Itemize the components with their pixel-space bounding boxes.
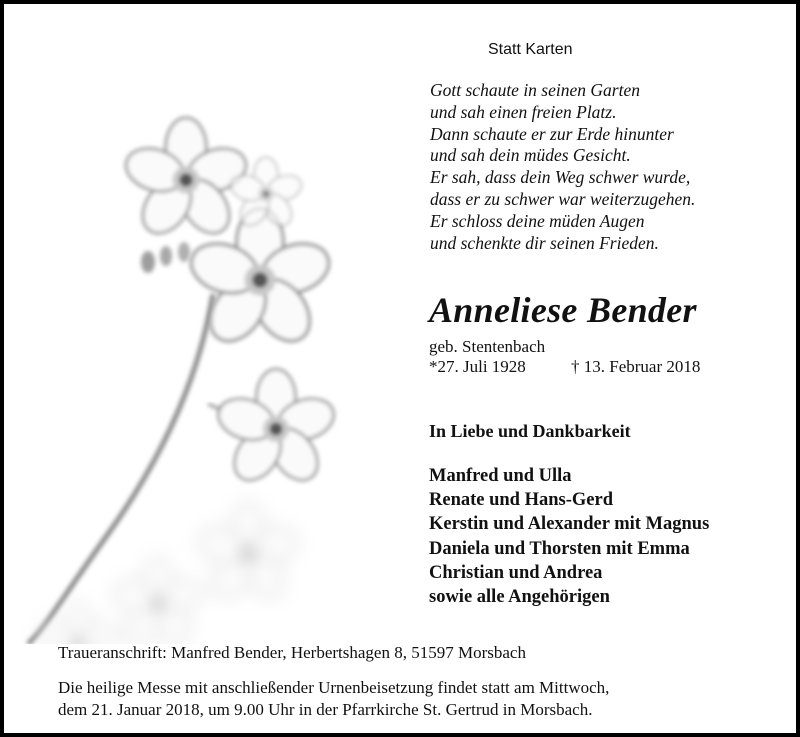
mourner-entry: Manfred und Ulla [429, 466, 572, 486]
forget-me-not-flower-illustration [8, 84, 428, 644]
mourners-heading: In Liebe und Dankbarkeit [429, 421, 631, 441]
mourner-entry: Renate und Hans-Gerd [429, 490, 613, 511]
birth-name: geb. Stentenbach [429, 337, 546, 356]
life-dates [429, 357, 701, 377]
mourning-address: Traueranschrift: Manfred Bender, Herbertshagen 8, 51597 Morsbach [58, 643, 526, 662]
death-date: † 13. Februar 2018 [571, 357, 701, 376]
mass-line: dem 21. Januar 2018, um 9.00 Uhr in der Pfarrkirche St. Gertrud in Morsbach. [58, 699, 593, 719]
mourner-entry: Daniela und Thorsten mit Emma [429, 538, 690, 559]
statt-karten-label: Statt Karten [488, 41, 573, 58]
mourners-list [429, 464, 709, 609]
mass-announcement [58, 677, 609, 720]
poem-line: Gott schaute in seinen Garten [430, 80, 640, 100]
mourner-entry: sowie alle Angehörigen [429, 587, 610, 608]
poem-line: Er sah, dass dein Weg schwer wurde, [430, 167, 691, 188]
mass-line: Die heilige Messe mit anschließender Urnenbeisetzung findet statt am Mittwoch, [58, 678, 610, 697]
poem-line: und sah dein müdes Gesicht. [430, 145, 631, 166]
mourner-entry: Christian und Andrea [429, 562, 603, 583]
birth-date: *27. Juli 1928 [429, 357, 526, 376]
mourner-entry: Kerstin und Alexander mit Magnus [429, 514, 710, 535]
poem-line: Er schloss deine müden Augen [430, 210, 645, 231]
poem-line: Dann schaute er zur Erde hinunter [430, 123, 674, 144]
poem-line: und schenkte dir seinen Frieden. [430, 232, 659, 253]
poem [430, 80, 695, 254]
poem-line: dass er zu schwer war weiterzugehen. [430, 188, 696, 209]
deceased-name: Anneliese Bender [429, 290, 697, 330]
poem-line: und sah einen freien Platz. [430, 101, 617, 122]
